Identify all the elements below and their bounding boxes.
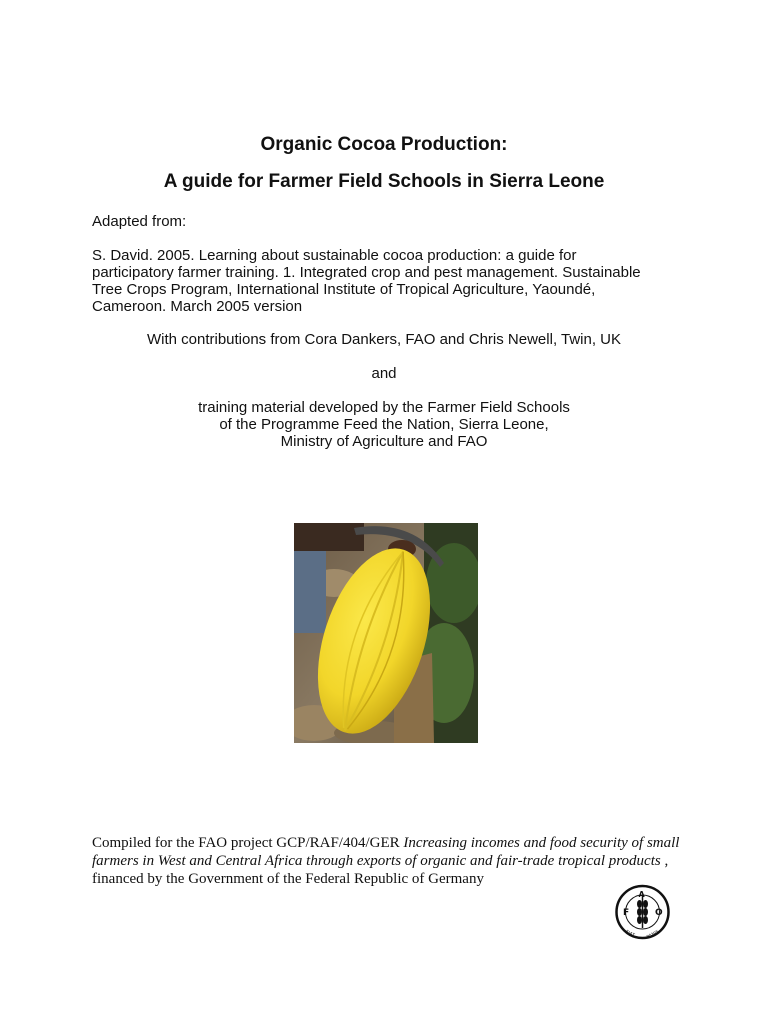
compiled-for-note <box>92 834 682 888</box>
citation-line: S. David. 2005. Learning about sustainable cocoa production: a guide for <box>92 247 577 264</box>
citation-line: participatory farmer training. 1. Integrated crop and pest management. Sustainable <box>92 264 641 281</box>
svg-text:PANIS: PANIS <box>646 929 661 940</box>
training-line: training material developed by the Farmer Field Schools <box>198 399 570 416</box>
source-citation <box>92 247 682 315</box>
svg-text:O: O <box>655 908 663 918</box>
training-line: of the Programme Feed the Nation, Sierra Leone, <box>219 416 549 433</box>
svg-text:FIAT: FIAT <box>624 929 636 939</box>
adapted-from-label: Adapted from: <box>92 213 187 230</box>
training-line: Ministry of Agriculture and FAO <box>280 433 488 450</box>
citation-line: Tree Crops Program, International Institute of Tropical Agriculture, Yaoundé, <box>92 281 596 298</box>
compiled-prefix: Compiled for the FAO project GCP/RAF/404/GER <box>92 835 404 851</box>
compiled-suffix: , financed by the Government of the Federal Republic of Germany <box>92 853 669 887</box>
document-title: Organic Cocoa Production: <box>260 134 508 155</box>
training-material-credit <box>0 399 768 450</box>
project-title-italic: Increasing incomes and food security of small farmers in West and Central Africa through exports of organic and fair-trade tropical products <box>92 835 680 869</box>
svg-text:A: A <box>638 890 645 899</box>
cocoa-pod-photo <box>294 523 478 743</box>
fao-logo <box>614 884 671 940</box>
contributions-line: With contributions from Cora Dankers, FAO and Chris Newell, Twin, UK <box>146 331 622 348</box>
svg-text:F: F <box>623 908 630 918</box>
and-connector: and <box>371 365 397 382</box>
document-subtitle: A guide for Farmer Field Schools in Sierra Leone <box>163 171 605 192</box>
citation-line: Cameroon. March 2005 version <box>92 298 303 315</box>
